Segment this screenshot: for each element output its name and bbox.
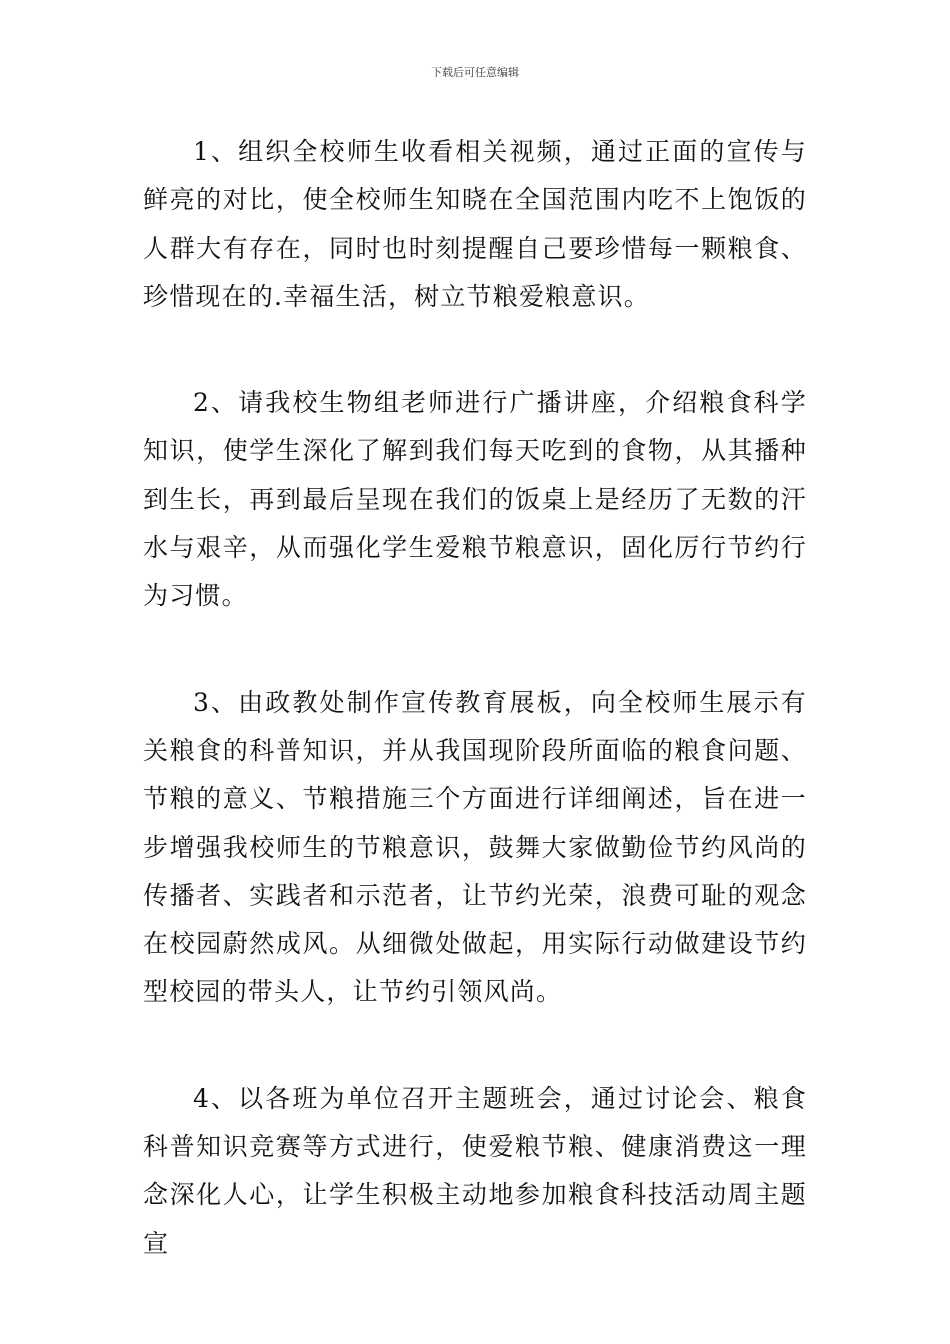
paragraph-3: 3、由政教处制作宣传教育展板，向全校师生展示有关粮食的科普知识，并从我国现阶段所面临的粮食问题、节粮的意义、节粮措施三个方面进行详细阐述，旨在进一步增强我校师生的节粮意识，鼓舞大家做勤俭节约风尚的传播者、实践者和示范者，让节约光荣，浪费可耻的观念在校园蔚然成风。从细微处做起，用实际行动做建设节约型校园的带头人，让节约引领风尚。 [143, 687, 807, 1007]
paragraph-1: 1、组织全校师生收看相关视频，通过正面的宣传与鲜亮的对比，使全校师生知晓在全国范围内吃不上饱饭的人群大有存在，同时也时刻提醒自己要珍惜每一颗粮食、珍惜现在的.幸福生活，树立节粮爱粮意识。 [143, 137, 807, 311]
page-header: 下载后可任意编辑 [431, 66, 519, 79]
paragraph-2: 2、请我校生物组老师进行广播讲座，介绍粮食科学知识，使学生深化了解到我们每天吃到的食物，从其播种到生长，再到最后呈现在我们的饭桌上是经历了无数的汗水与艰辛，从而强化学生爱粮节粮意识，固化厉行节约行为习惯。 [143, 388, 807, 611]
document-body [143, 128, 807, 1268]
paragraph-4: 4、以各班为单位召开主题班会，通过讨论会、粮食科普知识竞赛等方式进行，使爱粮节粮、健康消费这一理念深化人心，让学生积极主动地参加粮食科技活动周主题宣 [143, 1083, 807, 1258]
